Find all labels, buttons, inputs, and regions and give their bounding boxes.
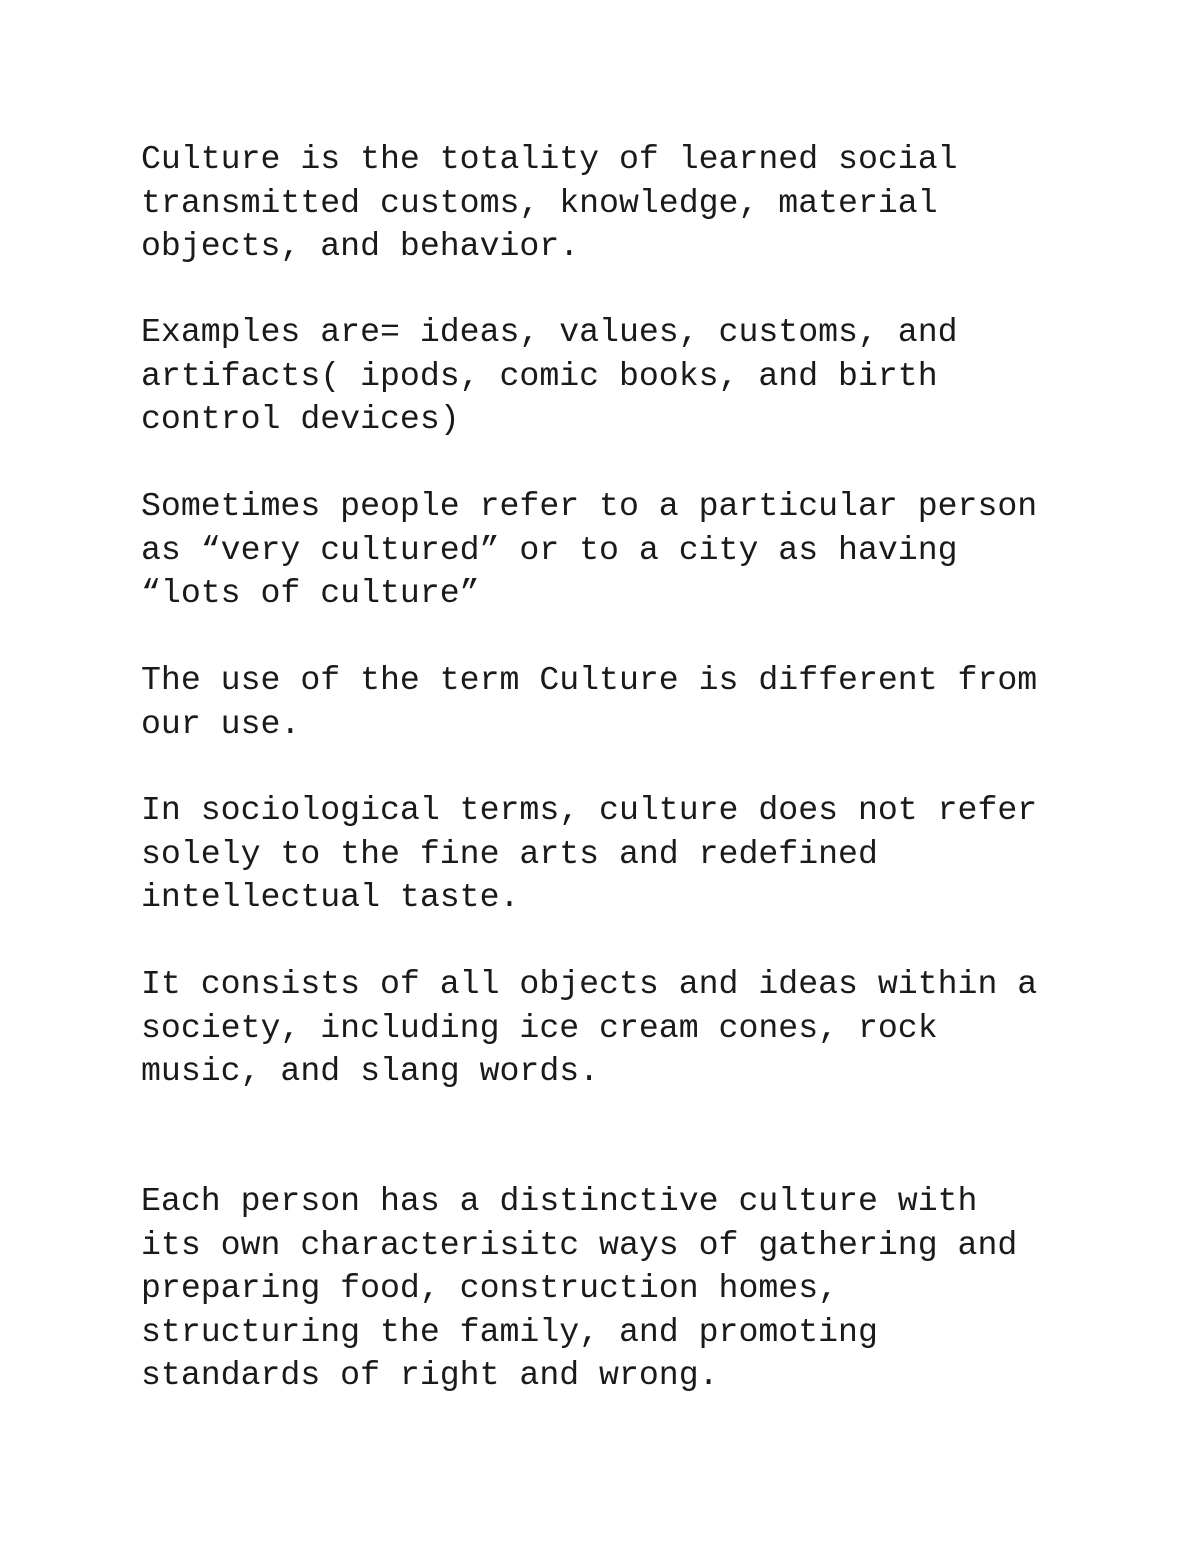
paragraph-very-cultured bbox=[141, 485, 1151, 616]
text-line: preparing food, construction homes, bbox=[141, 1269, 839, 1308]
text-line: artifacts( ipods, comic books, and birth bbox=[141, 356, 938, 395]
text-line: its own characterisitc ways of gathering and bbox=[141, 1225, 1018, 1264]
text-line: Each person has a distinctive culture with bbox=[141, 1182, 978, 1220]
text-line: society, including ice cream cones, rock bbox=[141, 1008, 938, 1047]
text-line: solely to the fine arts and redefined bbox=[141, 834, 878, 873]
paragraph-distinctive-culture bbox=[141, 1180, 1151, 1398]
text-line: Examples are= ideas, values, customs, and bbox=[141, 313, 958, 351]
text-line: Culture is the totality of learned social bbox=[141, 140, 958, 178]
paragraph-sociological-terms bbox=[141, 789, 1151, 920]
text-line: objects, and behavior. bbox=[141, 227, 580, 266]
text-line: standards of right and wrong. bbox=[141, 1356, 719, 1395]
text-line: control devices) bbox=[141, 400, 460, 439]
text-line: “lots of culture” bbox=[141, 574, 480, 613]
paragraph-term-usage bbox=[141, 659, 1151, 746]
paragraph-objects-and-ideas bbox=[141, 963, 1151, 1094]
text-line: Sometimes people refer to a particular person bbox=[141, 487, 1038, 525]
text-line: structuring the family, and promoting bbox=[141, 1312, 878, 1351]
text-line: It consists of all objects and ideas within a bbox=[141, 965, 1038, 1003]
paragraph-examples bbox=[141, 311, 1151, 442]
text-line: The use of the term Culture is different from bbox=[141, 661, 1038, 699]
text-line: our use. bbox=[141, 704, 301, 743]
text-line: transmitted customs, knowledge, material bbox=[141, 183, 938, 222]
text-line: music, and slang words. bbox=[141, 1052, 600, 1091]
text-line: In sociological terms, culture does not refer bbox=[141, 791, 1038, 829]
paragraph-culture-definition bbox=[141, 138, 1151, 269]
text-line: as “very cultured” or to a city as having bbox=[141, 530, 958, 569]
text-line: intellectual taste. bbox=[141, 878, 520, 917]
